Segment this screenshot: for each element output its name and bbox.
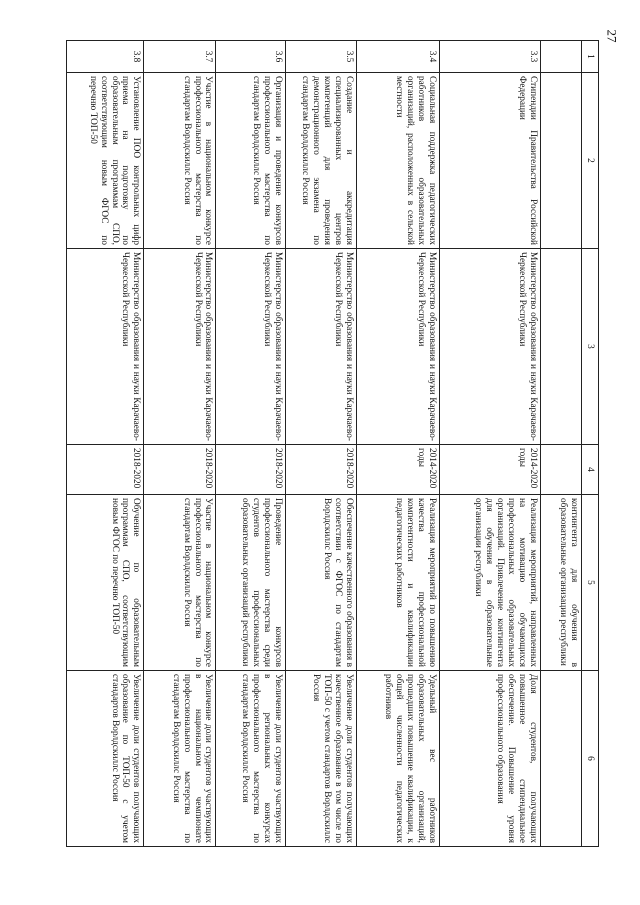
event-cell: Создание и аккредитация специализированных центров компетенций для проведения демонстрационного экзамена по стандартам Ворлдскиллс Россия	[286, 73, 357, 249]
table-cell	[541, 671, 582, 847]
table-row	[67, 41, 144, 847]
column-header: 5	[582, 495, 599, 671]
column-header: 4	[582, 445, 599, 495]
result-cell: Увеличение доли студентов получающих образование по ТОП-50 с учетом стандартов Ворлдскиллс Россия	[67, 671, 144, 847]
period-cell: 2014-2020 годы	[357, 445, 440, 495]
executor-cell: Министерство образования и науки Карачаево-Черкесской Республики	[357, 249, 440, 445]
column-number-row	[582, 41, 599, 847]
period-cell: 2018-2020	[216, 445, 286, 495]
row-number: 3.6	[216, 41, 286, 73]
table-row	[286, 41, 357, 847]
event-cell: Установление ПОО контрольных цифр приема на подготовку по образовательным программам СПО, соответствующим новым ФГОС по перечню ТОП-50	[67, 73, 144, 249]
table-cell: контингента для обучения в образовательные организации республики	[541, 495, 582, 671]
document-sheet	[66, 40, 599, 846]
row-number: 3.7	[144, 41, 216, 73]
table-cell	[541, 41, 582, 73]
page-number: 27	[604, 29, 620, 43]
event-cell: Социальная поддержка педагогических работников образовательных организаций, расположенных в сельской местности	[357, 73, 440, 249]
table-row	[144, 41, 216, 847]
result-cell: Увеличение доли студентов получающих качественное образование в том числе по ТОП-50 с учетом стандартов Ворлдскиллс Россия	[286, 671, 357, 847]
executor-cell: Министерство образования и науки Карачаево-Черкесской Республики	[216, 249, 286, 445]
period-cell: 2014-2020 годы	[440, 445, 541, 495]
table-row	[357, 41, 440, 847]
executor-cell: Министерство образования и науки Карачаево-Черкесской Республики	[440, 249, 541, 445]
column-header: 3	[582, 249, 599, 445]
result-cell: Удельный вес работников образовательных организаций, прошедших повышение квалификации, к общей численности педагогических работников	[357, 671, 440, 847]
table-cell	[541, 73, 582, 249]
executor-cell: Министерство образования и науки Карачаево-Черкесской Республики	[286, 249, 357, 445]
row-number: 3.4	[357, 41, 440, 73]
table-row	[541, 41, 582, 847]
event-cell: Организация и проведение конкурсов профессионального мастерства по стандартам Ворлдскиллс Россия	[216, 73, 286, 249]
content-cell: Обеспечение качественного образования в соответствии с ФГОС по стандартам Ворлдскиллс Россия	[286, 495, 357, 671]
content-cell: Реализация мероприятий, направленных на мотивацию обучающихся профессиональных образовательных организаций. Привлечение контингента для обучения в образовательные организации республики	[440, 495, 541, 671]
event-cell: Участие в национальном конкурсе профессионального мастерства по стандартам Ворлдскиллс Россия	[144, 73, 216, 249]
content-cell: Проведение конкурсов профессионального мастерства среди студентов профессиональных образовательных организаций республики	[216, 495, 286, 671]
content-cell: Участие в национальном конкурсе профессионального мастерства по стандартам Ворлдскиллс Россия	[144, 495, 216, 671]
table-row	[440, 41, 541, 847]
content-cell: Обучение по образовательным программам СПО, соответствующим новым ФГОС по перечню ТОП-50	[67, 495, 144, 671]
table-cell	[541, 445, 582, 495]
table-cell	[541, 249, 582, 445]
result-cell: Увеличение доли студентов участвующих в национальном чемпионате профессионального мастерства по стандартам Ворлдскиллс Россия	[144, 671, 216, 847]
column-header: 6	[582, 671, 599, 847]
executor-cell: Министерство образования и науки Карачаево-Черкесской Республики	[67, 249, 144, 445]
program-table	[66, 40, 599, 847]
result-cell: Увеличение доли студентов участвующих в региональных конкурсах профессионального мастерства по стандартам Ворлдскиллс Россия	[216, 671, 286, 847]
table-row	[216, 41, 286, 847]
executor-cell: Министерство образования и науки Карачаево-Черкесской Республики	[144, 249, 216, 445]
period-cell: 2018-2020	[286, 445, 357, 495]
column-header: 2	[582, 73, 599, 249]
event-cell: Стипендии Правительства Российской Федерации	[440, 73, 541, 249]
period-cell: 2018-2020	[67, 445, 144, 495]
column-header: 1	[582, 41, 599, 73]
rotated-table-wrapper	[66, 40, 599, 846]
content-cell: Реализация мероприятий по повышению качества профессиональной компетентности и квалификации педагогических работников	[357, 495, 440, 671]
row-number: 3.8	[67, 41, 144, 73]
row-number: 3.3	[440, 41, 541, 73]
result-cell: Доля студентов, получающих повышенное стипендиальное обеспечение. Повышение уровня профессионального образования	[440, 671, 541, 847]
period-cell: 2018-2020	[144, 445, 216, 495]
row-number: 3.5	[286, 41, 357, 73]
